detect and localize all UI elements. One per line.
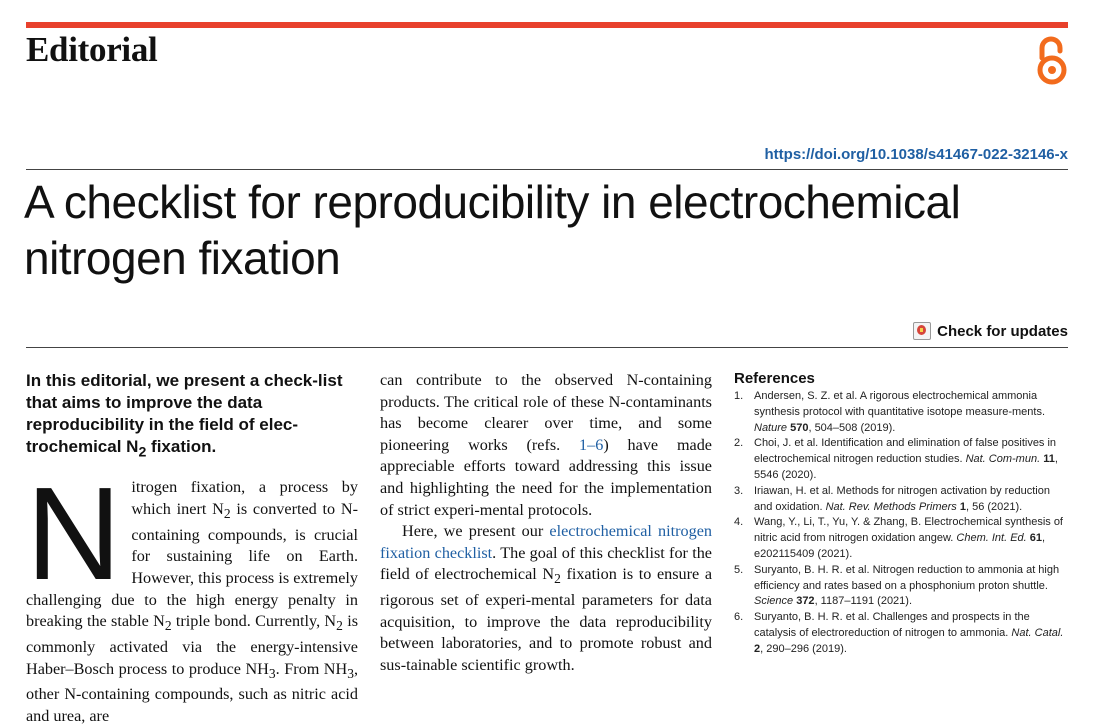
section-label: Editorial [26, 30, 158, 69]
references-list [734, 389, 1068, 658]
reference-item: 6. Suryanto, B. H. R. et al. Challenges and prospects in the catalysis of electroreduction of nitrogen to ammonia. Nat. Catal. 2, 290–296 (2019). [734, 611, 1064, 655]
open-access-icon [1032, 34, 1072, 86]
body-paragraph-3: Here, we present our electrochemical nitrogen fixation checklist. The goal of this checklist for the field of electrochemical $N_2$ fixation is to ensure a rigorous set of experi-mental parameters for data acquisition, to improve the data reproducibility between laboratories, and to promote robust and sus-tainable scientific growth. [380, 522, 713, 674]
title-rule-top [26, 169, 1068, 170]
accent-bar [26, 22, 1068, 28]
column-left [26, 370, 358, 728]
crossmark-icon [913, 322, 931, 340]
title-rule-bottom [26, 347, 1068, 348]
reference-item: 1. Andersen, S. Z. et al. A rigorous electrochemical ammonia synthesis protocol with quantitative isotope measure-ments. Nature 570, 504–508 (2019). [734, 390, 1046, 434]
check-for-updates-button[interactable] [913, 322, 1068, 340]
body-paragraph-2: can contribute to the observed N-containing products. The critical role of these N-contaminants has become clearer over time, and some pioneering works (refs. 1–6) have made appreciable efforts toward addressing this issue and highlighting the need for the implementation of strict experi-mental protocols. [380, 371, 712, 519]
column-middle [380, 370, 712, 677]
refs-link[interactable]: 1–6 [579, 435, 604, 454]
standfirst: In this editorial, we present a check-list that aims to improve the data reproducibility in the field of elec-trochemical $N_2$ fixation. [26, 371, 343, 461]
checklist-link[interactable]: electrochemical nitrogen fixation checklist [380, 522, 712, 562]
reference-item: 3. Iriawan, H. et al. Methods for nitrogen activation by reduction and oxidation. Nat. Rev. Methods Primers 1, 56 (2021). [734, 484, 1050, 513]
check-for-updates-label: Check for updates [937, 322, 1068, 340]
reference-item: 5. Suryanto, B. H. R. et al. Nitrogen reduction to ammonia at high efficiency and rates based on a phosphonium proton shuttle. Science 372, 1187–1191 (2021). [734, 563, 1060, 608]
references-heading: References [734, 370, 815, 387]
references-section [734, 370, 1068, 658]
drop-cap: N [26, 460, 122, 608]
reference-item: 4. Wang, Y., Li, T., Yu, Y. & Zhang, B. Electrochemical synthesis of nitric acid from nitrogen oxidation angew. Chem. Int. Ed. 61, e202115409 (2021). [734, 516, 1063, 560]
article-title: A checklist for reproducibility in electrochemical nitrogen fixation [24, 176, 961, 284]
doi-link[interactable]: https://doi.org/10.1038/s41467-022-32146-x [764, 146, 1068, 163]
body-paragraph-1: Nitrogen fixation, a process by which inert $N_2$ is converted to N-containing compounds, is crucial for sustaining life on Earth. However, this process is extremely challenging due to the high energy penalty in breaking the stable $N_2$ triple bond. Currently, $N_2$ is commonly activated via the energy-intensive Haber–Bosch process to produce $NH_3$. From $NH_3$, other N-containing compounds, such as nitric acid and urea, are [26, 460, 359, 726]
reference-item: 2. Choi, J. et al. Identification and elimination of false positives in electrochemical nitrogen reduction studies. Nat. Com-mun. 11, 5546 (2020). [734, 437, 1058, 481]
